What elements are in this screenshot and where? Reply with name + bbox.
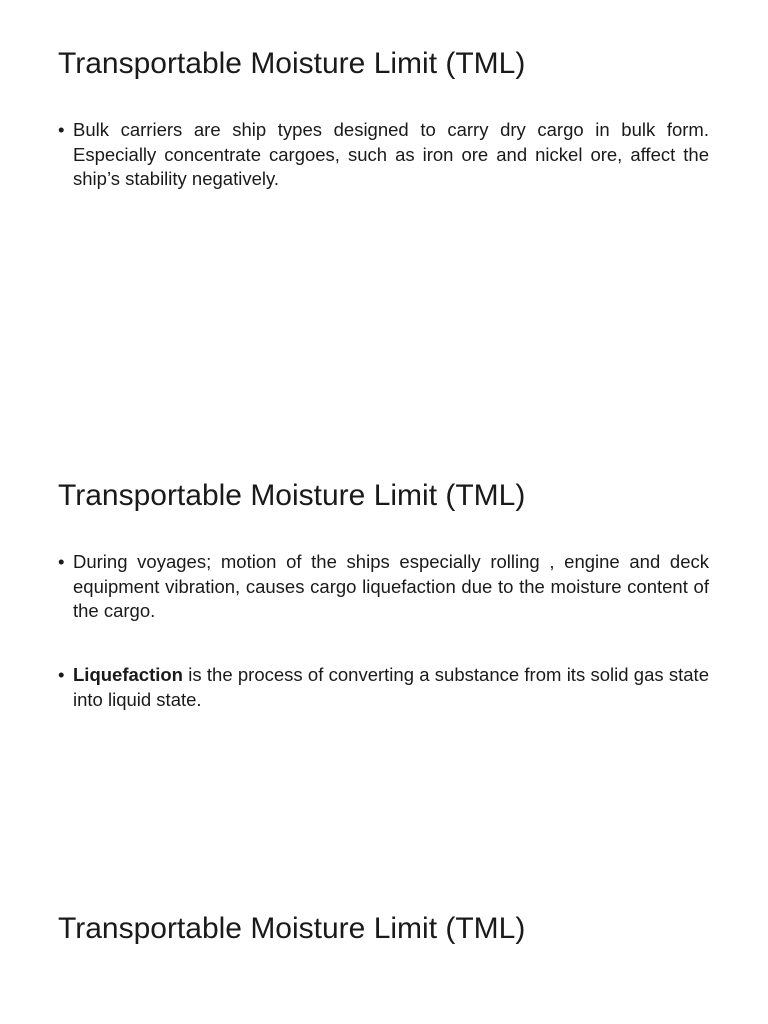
bullet-dot-icon: • (58, 664, 65, 685)
bullet-text (73, 663, 709, 712)
bullet-text: Bulk carriers are ship types designed to carry dry cargo in bulk form. Especially concentrate cargoes, such as iron ore and nickel ore, affect the ship’s stability negatively. (73, 119, 709, 189)
slide-title: Transportable Moisture Limit (TML) (58, 47, 526, 80)
bullet-item (58, 118, 709, 192)
bullet-dot-icon: • (58, 119, 65, 140)
bold-term: Liquefaction (73, 664, 183, 685)
bullet-text: During voyages; motion of the ships especially rolling , engine and deck equipment vibration, causes cargo liquefaction due to the moisture content of the cargo. (73, 551, 709, 621)
slide-title: Transportable Moisture Limit (TML) (58, 912, 526, 945)
bullet-item (58, 550, 709, 624)
bullet-text-rest: is the process of converting a substance from its solid gas state into liquid state. (73, 664, 709, 710)
bullet-item (58, 663, 709, 712)
slide-title: Transportable Moisture Limit (TML) (58, 479, 526, 512)
bullet-dot-icon: • (58, 551, 65, 572)
